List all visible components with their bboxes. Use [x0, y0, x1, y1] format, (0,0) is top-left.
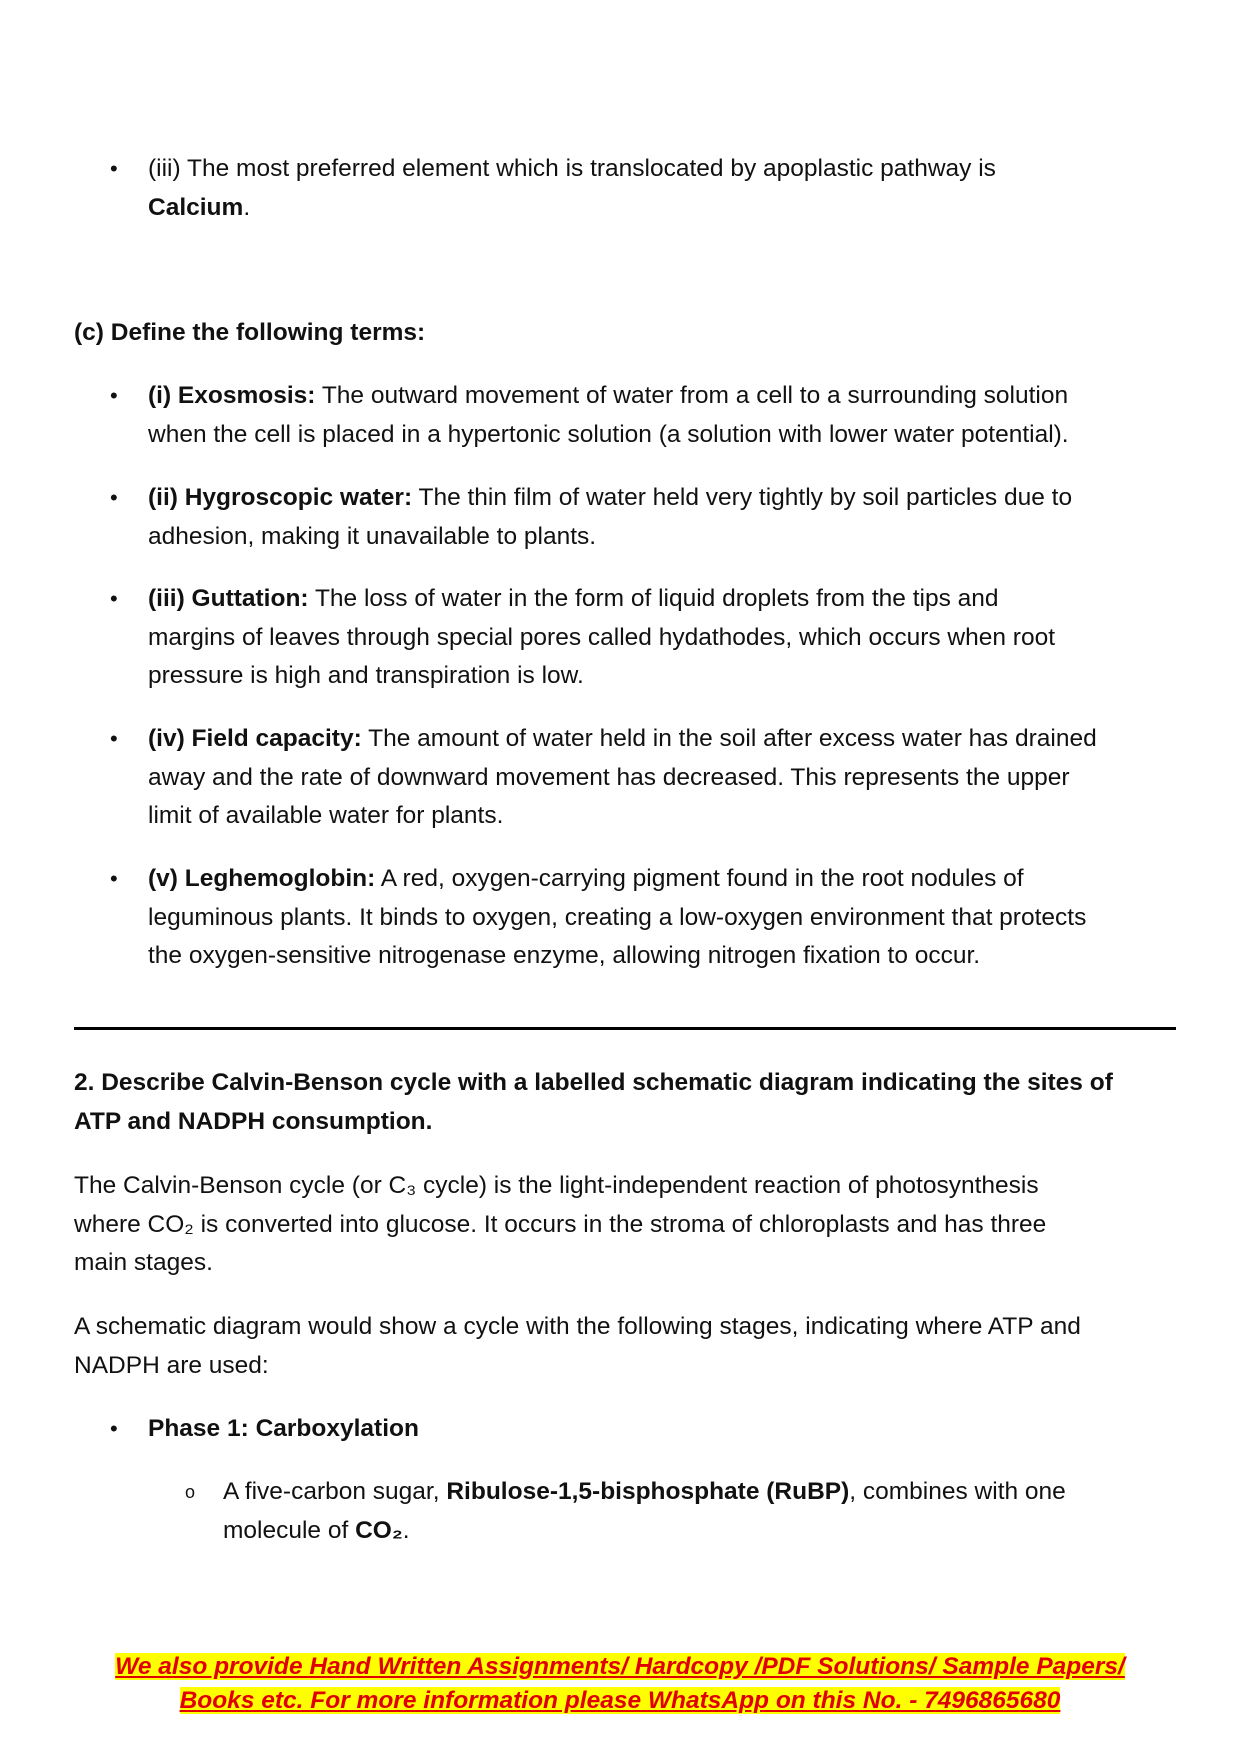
- term-label: (i) Exosmosis:: [148, 382, 316, 409]
- question-heading: [74, 1064, 1184, 1141]
- list-item-text: [148, 150, 1198, 227]
- term-definition: when the cell is placed in a hypertonic solution (a solution with lower water potential).: [148, 420, 1069, 448]
- footer-line: We also provide Hand Written Assignments/ Hardcopy /PDF Solutions/ Sample Papers/: [115, 1653, 1125, 1680]
- question-heading-line: 2. Describe Calvin-Benson cycle with a labelled schematic diagram indicating the sites of: [74, 1069, 1113, 1096]
- term-definition: limit of available water for plants.: [148, 802, 504, 829]
- bullet-glyph: •: [110, 866, 118, 891]
- sub-text-part: molecule of: [223, 1516, 356, 1544]
- footer-line: Books etc. For more information please WhatsApp on this No. - 7496865680: [179, 1687, 1061, 1714]
- question-heading-line: ATP and NADPH consumption.: [74, 1107, 433, 1135]
- bullet-glyph: •: [110, 156, 118, 181]
- paragraph-line: A schematic diagram would show a cycle with the following stages, indicating where ATP and: [74, 1313, 1081, 1340]
- bullet-glyph: •: [110, 726, 118, 751]
- list-item-text: [148, 720, 1198, 836]
- term-label: (v) Leghemoglobin:: [148, 865, 376, 892]
- item-end: .: [243, 193, 251, 221]
- item-text: (iii) The most preferred element which is translocated by apoplastic pathway is: [148, 155, 996, 182]
- paragraph-line: The Calvin-Benson cycle (or C₃ cycle) is the light-independent reaction of photosynthesis: [74, 1172, 1039, 1199]
- sub-text-part: , combines with one: [849, 1478, 1066, 1505]
- sub-text-part: .: [402, 1516, 410, 1544]
- term-definition: leguminous plants. It binds to oxygen, creating a low-oxygen environment that protects: [148, 903, 1087, 931]
- paragraph-line: where CO₂ is converted into glucose. It occurs in the stroma of chloroplasts and has three: [74, 1210, 1047, 1238]
- term-definition: pressure is high and transpiration is low.: [148, 662, 584, 689]
- term-label: (iv) Field capacity:: [148, 725, 362, 752]
- term-definition: away and the rate of downward movement has decreased. This represents the upper: [148, 763, 1070, 791]
- term-label: (ii) Hygroscopic water:: [148, 484, 413, 511]
- bullet-glyph: •: [110, 586, 118, 611]
- term-definition: adhesion, making it unavailable to plants.: [148, 522, 597, 550]
- term-definition: margins of leaves through special pores called hydathodes, which occurs when root: [148, 623, 1056, 651]
- paragraph: [74, 1308, 1184, 1385]
- bullet-glyph: •: [110, 485, 118, 510]
- list-item-text: [148, 479, 1198, 556]
- term-definition: The thin film of water held very tightly by soil particles due to: [412, 484, 1073, 511]
- term-definition: The loss of water in the form of liquid droplets from the tips and: [308, 585, 999, 612]
- sub-text-bold: CO₂: [355, 1516, 403, 1544]
- term-definition: The outward movement of water from a cell to a surrounding solution: [315, 382, 1069, 409]
- term-definition: the oxygen-sensitive nitrogenase enzyme, allowing nitrogen fixation to occur.: [148, 942, 981, 969]
- item-bold-term: Calcium: [148, 193, 244, 221]
- bullet-glyph: •: [110, 383, 118, 408]
- list-item-text: [148, 377, 1198, 454]
- paragraph: [74, 1167, 1184, 1283]
- section-heading: (c) Define the following terms:: [74, 319, 426, 346]
- term-definition: The amount of water held in the soil after excess water has drained: [361, 725, 1097, 752]
- term-definition: A red, oxygen-carrying pigment found in the root nodules of: [375, 865, 1024, 892]
- paragraph-line: main stages.: [74, 1249, 213, 1276]
- sub-list-item-text: [223, 1473, 1183, 1550]
- list-item-text: [148, 860, 1198, 976]
- term-label: (iii) Guttation:: [148, 585, 309, 612]
- list-item-text: [148, 580, 1198, 696]
- paragraph-line: NADPH are used:: [74, 1351, 269, 1379]
- phase-label: Phase 1: Carboxylation: [148, 1415, 419, 1442]
- sub-text-part: A five-carbon sugar,: [223, 1478, 447, 1505]
- bullet-glyph: •: [110, 1416, 118, 1441]
- sub-bullet-glyph: o: [185, 1482, 196, 1502]
- sub-text-bold: Ribulose-1,5-bisphosphate (RuBP): [446, 1478, 850, 1505]
- section-divider: [74, 1027, 1176, 1030]
- footer-promo: [60, 1650, 1180, 1718]
